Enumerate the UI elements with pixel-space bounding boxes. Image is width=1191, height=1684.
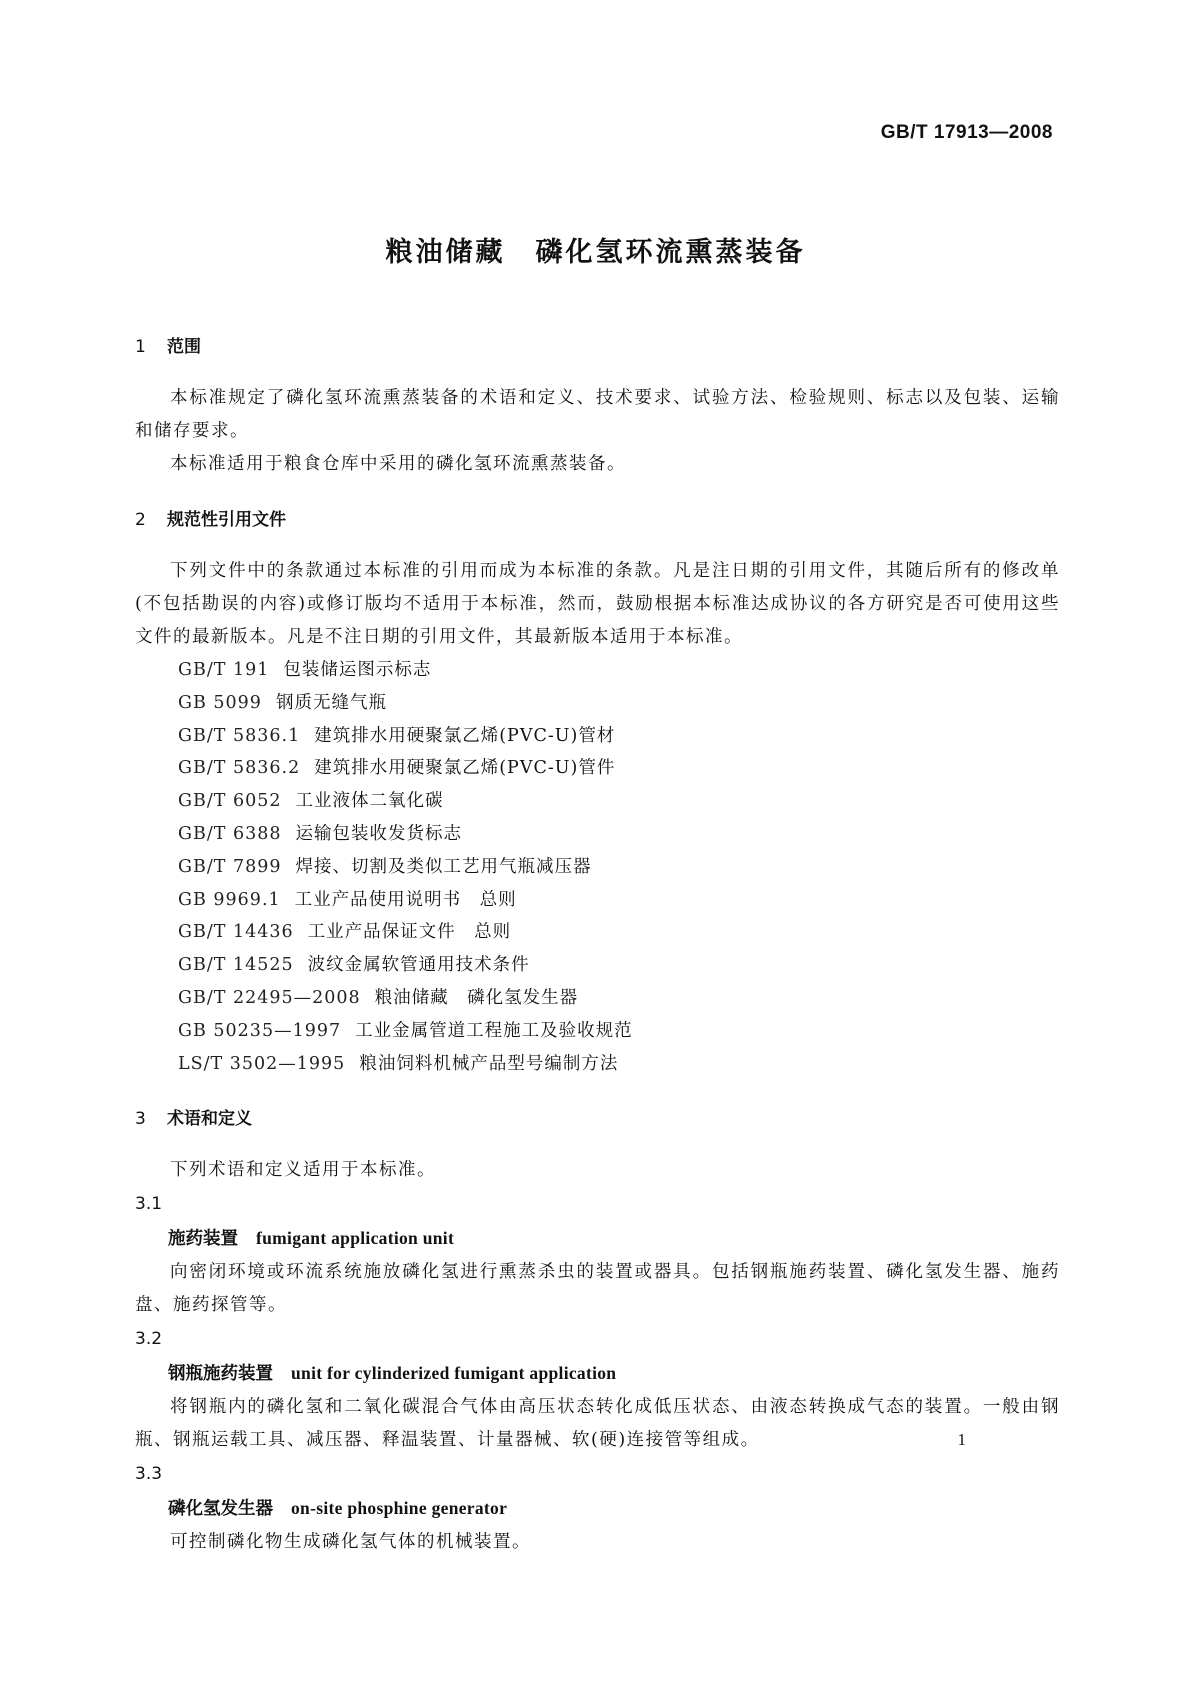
paragraph: 下列文件中的条款通过本标准的引用而成为本标准的条款。凡是注日期的引用文件，其随后所有的修改单(不包括勘误的内容)或修订版均不适用于本标准，然而，鼓励根据本标准达成协议的各方研究是否可使用这些文件的最新版本。凡是不注日期的引用文件，其最新版本适用于本标准。 [135,561,1060,647]
section-title: 范围 [167,337,201,357]
reference-name: 运输包装收发货标志 [295,823,463,844]
reference-item [135,1015,1060,1048]
reference-name: 包装储运图示标志 [283,660,432,680]
reference-item [135,720,1060,753]
term-cn: 磷化氢发生器 [168,1499,273,1520]
section-number: 3 [135,1109,146,1130]
reference-name: 钢质无缝气瓶 [275,692,387,713]
paragraph: 本标准规定了磷化氢环流熏蒸装备的术语和定义、技术要求、试验方法、检验规则、标志以及包装、运输和储存要求。 [135,388,1060,441]
reference-name: 粮油饲料机械产品型号编制方法 [359,1053,619,1074]
term-en: unit for cylinderized fumigant application [291,1363,617,1384]
reference-name: 工业液体二氧化碳 [295,791,444,812]
reference-item [135,949,1060,982]
reference-name: 工业金属管道工程施工及验收规范 [355,1020,633,1041]
term-entry [135,1457,1060,1559]
paragraph: 下列术语和定义适用于本标准。 [170,1160,436,1181]
reference-name: 焊接、切割及类似工艺用气瓶减压器 [295,856,592,877]
reference-name: 建筑排水用硬聚氯乙烯(PVC-U)管材 [314,725,616,746]
reference-item [135,818,1060,851]
reference-code: GB/T 14436 [178,922,294,943]
term-en: on-site phosphine generator [291,1498,508,1519]
term-definition: 将钢瓶内的磷化氢和二氧化碳混合气体由高压状态转化成低压状态、由液态转换成气态的装置。一般由钢瓶、钢瓶运载工具、减压器、释温装置、计量器械、软(硬)连接管等组成。 [135,1397,1060,1451]
section-title: 术语和定义 [167,1109,252,1130]
reference-item [135,654,1060,687]
term-number: 3.1 [135,1194,163,1215]
reference-name: 建筑排水用硬聚氯乙烯(PVC-U)管件 [314,758,616,779]
reference-name: 工业产品使用说明书 总则 [294,889,517,910]
reference-code: GB/T 6388 [178,823,282,844]
term-en: fumigant application unit [256,1228,455,1249]
term-number: 3.3 [135,1464,163,1485]
reference-code: GB 50235—1997 [178,1020,342,1041]
reference-item [135,982,1060,1015]
page-number: 1 [957,1430,966,1449]
document-body [135,330,1060,1559]
reference-list [135,654,1060,1080]
reference-code: GB/T 5836.2 [178,758,301,779]
section-heading-scope [135,330,1060,364]
reference-code: GB 5099 [178,692,262,713]
reference-code: GB 9969.1 [178,889,281,910]
reference-item [135,851,1060,884]
term-number: 3.2 [135,1329,163,1350]
term-title [135,1221,1060,1256]
term-cn: 施药装置 [168,1229,238,1250]
term-cn: 钢瓶施药装置 [168,1364,273,1385]
reference-name: 波纹金属软管通用技术条件 [307,955,530,976]
reference-code: GB/T 6052 [178,791,282,812]
reference-code: GB/T 5836.1 [178,725,301,746]
term-entry [135,1322,1060,1457]
reference-code: GB/T 22495—2008 [178,987,361,1008]
reference-code: LS/T 3502—1995 [178,1053,346,1074]
section-heading-normative-references [135,503,1060,537]
reference-item [135,752,1060,785]
section-number: 2 [135,510,146,530]
reference-code: GB/T 14525 [178,955,294,976]
section-title: 规范性引用文件 [167,510,286,530]
reference-item [135,785,1060,818]
paragraph: 本标准适用于粮食仓库中采用的磷化氢环流熏蒸装备。 [170,454,626,474]
document-title: 粮油储藏 磷化氢环流熏蒸装备 [385,237,806,268]
reference-item [135,916,1060,949]
term-definition: 可控制磷化物生成磷化氢气体的机械装置。 [170,1532,531,1553]
term-entry [135,1187,1060,1322]
standard-code: GB/T 17913—2008 [880,122,1053,143]
reference-name: 工业产品保证文件 总则 [307,922,512,943]
term-title [135,1491,1060,1526]
term-title [135,1356,1060,1391]
reference-code: GB/T 7899 [178,856,282,877]
section-number: 1 [135,337,146,357]
section-heading-terms [135,1102,1060,1136]
term-definition: 向密闭环境或环流系统施放磷化氢进行熏蒸杀虫的装置或器具。包括钢瓶施药装置、磷化氢发生器、施药盘、施药探管等。 [135,1262,1060,1316]
reference-code: GB/T 191 [178,660,270,680]
reference-item [135,884,1060,917]
reference-item [135,687,1060,720]
reference-item [135,1048,1060,1081]
reference-name: 粮油储藏 磷化氢发生器 [374,987,579,1008]
